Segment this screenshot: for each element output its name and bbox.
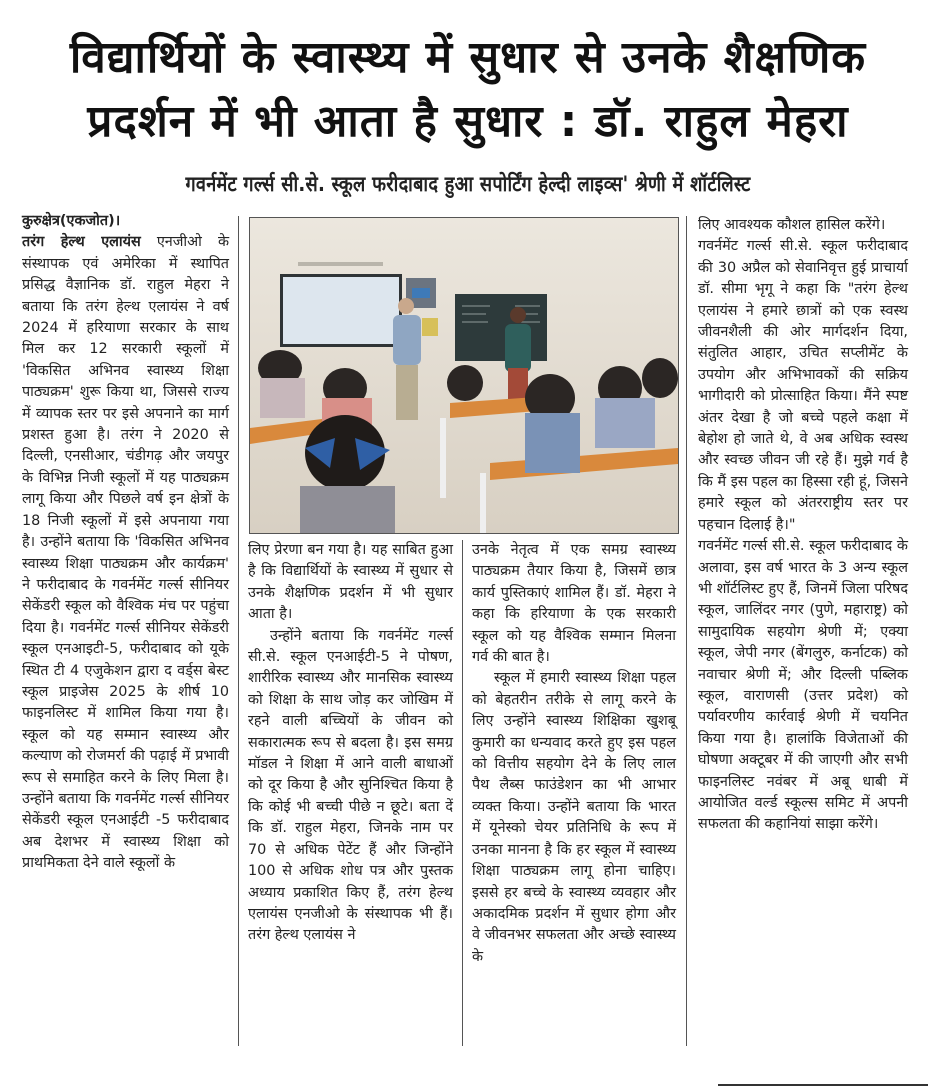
paragraph: गवर्नमेंट गर्ल्स सी.से. स्कूल फरीदाबाद की 30 अप्रैल को सेवानिवृत्त हुई प्राचार्या डॉ. सीमा भृगू ने कहा कि "तरंग हेल्थ एलायंस ने हमारे छात्रों को एक स्वस्थ जीवनशैली की ओर मार्गदर्शन दिया, संतुलित आहार, उचित सप्लीमेंट के उपयोग और अभिभावकों की सक्रिय भागीदारी को प्रोत्साहित किया। मैंने स्पष्ट अंतर देखा है जो बच्चे पहले कक्षा में बेहोश हो जाते थे, वे अब अधिक स्वस्थ और स्वच्छ जीवन जी रहे हैं। मुझे गर्व है कि मैं इस पहल का हिस्सा रही हूं, जिसने हमारे स्कूल को अंतरराष्ट्रीय स्तर पर पहचान दिलाई है।" bbox=[698, 238, 908, 533]
chalkboard bbox=[455, 294, 547, 361]
body-text: एनजीओ के संस्थापक एवं अमेरिका में स्थापित प्रसिद्ध वैज्ञानिक डॉ. राहुल मेहरा ने बताया कि तरंग हेल्थ एलायंस ने वर्ष 2024 में हरियाणा सरकार के साथ मिल कर 12 सरकारी स्कूलों में 'विकसित अभिनव स्वास्थ्य शिक्षा पाठ्यक्रम' शुरू किया था, जिससे राज्य में व्यापक स्तर पर इसे अपनाने का मार्ग प्रशस्त हुआ है। तरंग ने 2020 से दिल्ली, एनसीआर, चंडीगढ़ और जयपुर के विभिन्न निजी स्कूलों में यह पाठ्यक्रम लागू किया और पिछले वर्ष इन क्षेत्रों के 18 निजी स्कूलों में इसे अपनाया गया है। उन्होंने बताया कि 'विकसित अभिनव स्वास्थ्य शिक्षा पाठ्यक्रम और कार्यक्रम' ने फरीदाबाद के गवर्नमेंट गर्ल्स सीनियर सेकेंडरी स्कूल को वैश्विक मंच पर पहुंचा दिया है। गवर्नमेंट गर्ल्स सीनियर सेकेंडरी स्कूल एनआइटी-5, फरीदाबाद को यूके स्थित टी 4 एजुकेशन द्वारा द वर्ड्स बेस्ट स्कूल प्राइजेस 2025 के शीर्ष 10 फाइनलिस्ट में शामिल किया गया है। स्कूल को यह सम्मान स्वास्थ्य और कल्याण को रोजमर्रा की पढ़ाई में प्रभावी रूप से समाहित करने के लिए मिला है। उन्होंने बताया कि गवर्नमेंट गर्ल्स सीनियर सेकेंडरी स्कूल एनआईटी -5 फरीदाबाद अब देशभर में स्वास्थ्य शिक्षा को प्राथमिकता देने वाले स्कूलों के bbox=[22, 234, 229, 872]
smart-board-screen bbox=[283, 277, 399, 344]
article-column-3 bbox=[472, 540, 676, 968]
paragraph: उन्होंने बताया कि गवर्नमेंट गर्ल्स सी.से. स्कूल एनआईटी-5 ने पोषण, शारीरिक स्वास्थ्य और मानसिक स्वास्थ्य को शिक्षा के साथ जोड़ कर जोखिम में रहने वाली बच्चियों के जीवन को सकारात्मक रूप से बदला है। इस समग्र मॉडल ने शिक्षा में आने वाली बाधाओं को दूर किया है और सुनिश्चित किया है कि कोई भी बच्ची पीछे न छूटे। बता दें कि डॉ. राहुल मेहरा, जिनके नाम पर 70 से अधिक पेटेंट हैं और जिन्होंने 100 से अधिक शोध पत्र और पुस्तक अध्याय प्रकाशित किए हैं, तरंग हेल्थ एलायंस एनजीओ के संस्थापक भी हैं। तरंग हेल्थ एलायंस ने bbox=[248, 627, 453, 944]
column-divider bbox=[238, 216, 239, 1046]
classroom-photo-graphic bbox=[250, 218, 678, 533]
next-article-rule bbox=[718, 1084, 928, 1086]
subheadline: गवर्नमेंट गर्ल्स सी.से. स्कूल फरीदाबाद हुआ सपोर्टिंग हेल्दी लाइव्स' श्रेणी में शॉर्टलिस्ट bbox=[185, 172, 751, 196]
paragraph: गवर्नमेंट गर्ल्स सी.से. स्कूल फरीदाबाद के अलावा, इस वर्ष भारत के 3 अन्य स्कूल भी शॉर्टलिस्ट हुए हैं, जिनमें जिला परिषद स्कूल, जालिंदर नगर (पुणे, महाराष्ट्र) को सामुदायिक सहयोग श्रेणी में; एक्या स्कूल, जेपी नगर (बेंगलुरु, कर्नाटक) को नवाचार श्रेणी में; और दिल्ली पब्लिक स्कूल, वाराणसी (उत्तर प्रदेश) को पर्यावरणीय कार्रवाई श्रेणी में चयनित किया गया है। हालांकि विजेताओं की घोषणा अक्टूबर में की जाएगी और सभी फाइनलिस्ट नवंबर में अबू धाबी में आयोजित वर्ल्ड स्कूल्स समिट में अपनी सफलता की कहानियां साझा करेंगे। bbox=[698, 538, 908, 833]
classroom-photo bbox=[249, 217, 679, 534]
article-column-1 bbox=[22, 211, 229, 875]
article-column-2 bbox=[248, 540, 453, 947]
dateline: कुरुक्षेत्र(एकजोत)। bbox=[22, 213, 121, 229]
wall-strip bbox=[298, 262, 383, 266]
headline-line-1: विद्यार्थियों के स्वास्थ्य में सुधार से उनके शैक्षणिक bbox=[69, 32, 867, 83]
paragraph: लिए आवश्यक कौशल हासिल करेंगे। bbox=[698, 217, 886, 233]
headline-line-2: प्रदर्शन में भी आता है सुधार : डॉ. राहुल मेहरा bbox=[87, 96, 849, 147]
paragraph: स्कूल में हमारी स्वास्थ्य शिक्षा पहल को बेहतरीन तरीके से लागू करने के लिए उन्होंने स्वास्थ्य शिक्षिका खुशबू कुमारी का धन्यवाद करते हुए इस पहल को वित्तीय सहयोग देने के लिए लाल पैथ लैब्स फाउंडेशन का भी आभार व्यक्त किया। उन्होंने बताया कि भारत में यूनेस्को चेयर प्रतिनिधि के रूप में उनका मानना है कि हर स्कूल में स्वास्थ्य शिक्षा पाठ्यक्रम लागू होना चाहिए। इससे हर बच्चे के स्वास्थ्य व्यवहार और अकादमिक प्रदर्शन में सुधार होगा और वे जीवनभर सफलता और अच्छे स्वास्थ्य के bbox=[472, 670, 676, 965]
lead-text: तरंग हेल्थ एलायंस bbox=[22, 234, 141, 251]
column-divider bbox=[686, 216, 687, 1046]
article-column-4 bbox=[698, 215, 908, 836]
paragraph bbox=[22, 232, 229, 874]
column-divider bbox=[462, 540, 463, 1046]
paragraph: लिए प्रेरणा बन गया है। यह साबित हुआ है कि विद्यार्थियों के स्वास्थ्य में सुधार से उनके शैक्षणिक प्रदर्शन में भी सुधार आता है। bbox=[248, 542, 453, 623]
wall-panel-display bbox=[412, 288, 430, 298]
paragraph: उनके नेतृत्व में एक समग्र स्वास्थ्य पाठ्यक्रम तैयार किया है, जिसमें छात्र कार्य पुस्तिकाएं शामिल हैं। डॉ. मेहरा ने कहा कि हरियाणा के एक सरकारी स्कूल को यह वैश्विक सम्मान मिलना गर्व की बात है। bbox=[472, 542, 676, 666]
